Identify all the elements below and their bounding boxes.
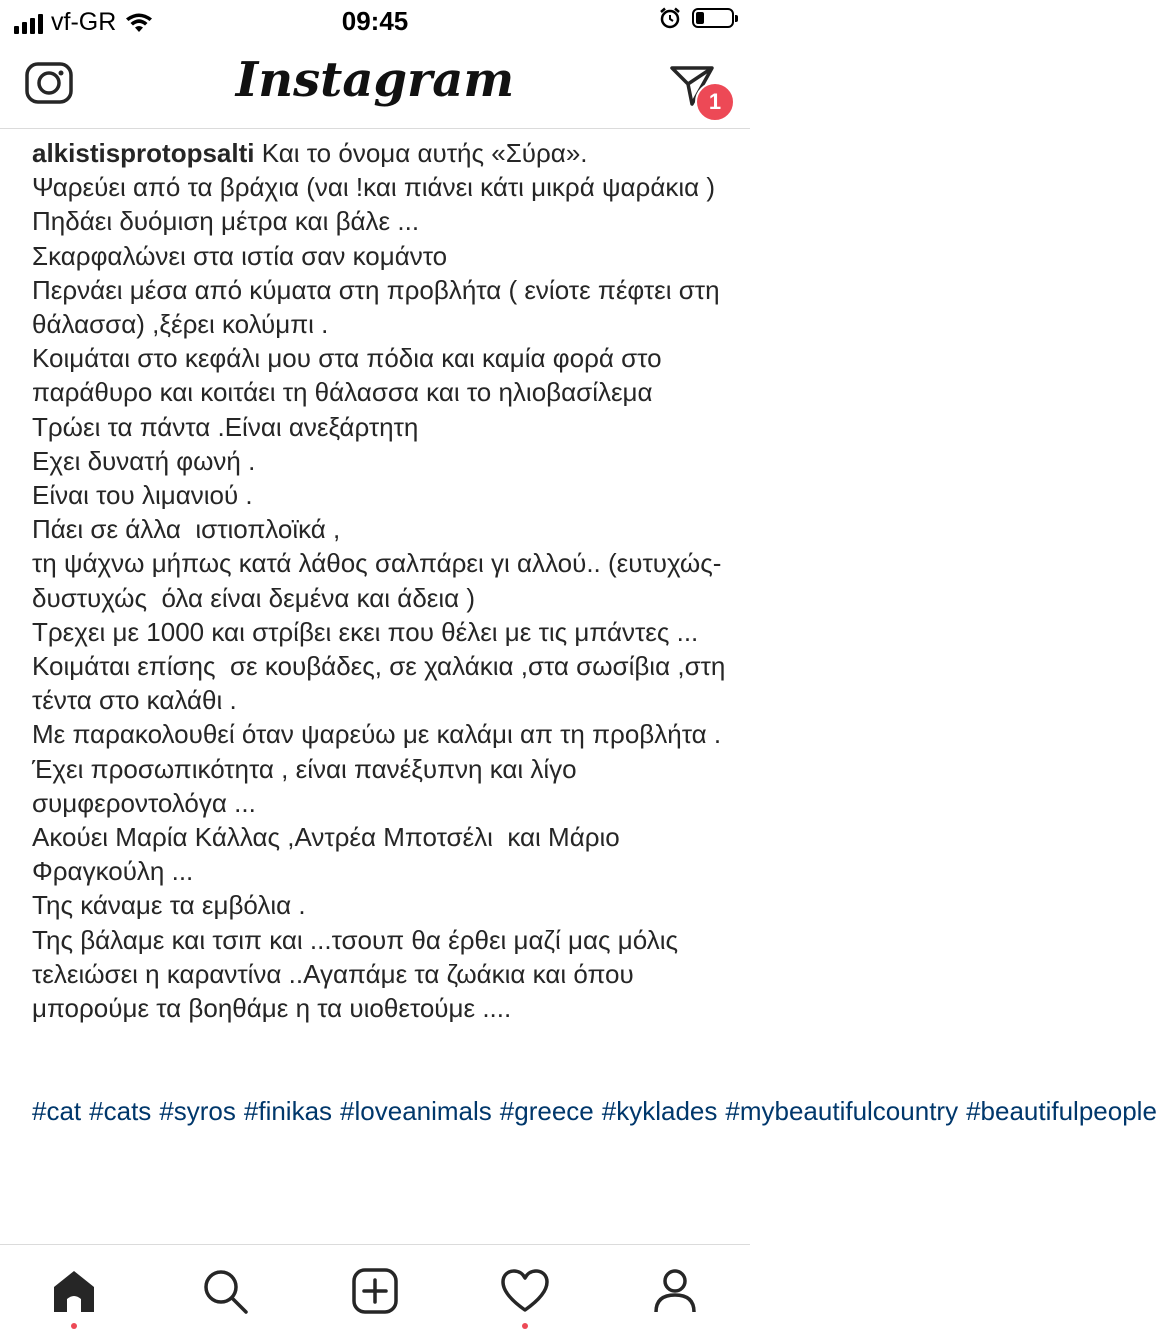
caption-line: τη ψάχνω μήπως κατά λάθος σαλπάρει γι αλλού.. (ευτυχώς-δυστυχώς όλα είναι δεμένα και άδεια ) bbox=[32, 548, 722, 613]
battery-level bbox=[696, 12, 704, 24]
add-post-icon bbox=[351, 1267, 399, 1315]
caption-line: Κοιμάται επίσης σε κουβάδες, σε χαλάκια ,στα σωσίβια ,στη τέντα στο καλάθι . bbox=[32, 651, 733, 716]
caption-first-line bbox=[32, 136, 732, 170]
caption-line: Εχει δυνατή φωνή . bbox=[32, 445, 256, 476]
tab-profile[interactable] bbox=[647, 1263, 703, 1319]
caption-line: Περνάει μέσα από κύματα στη προβλήτα ( ενίοτε πέφτει στη θάλασσα) ,ξέρει κολύμπι . bbox=[32, 274, 727, 340]
caption-line: Ακούει Μαρία Κάλλας ,Αντρέα Μποτσέλι και Μάριο Φραγκούλη ... bbox=[32, 822, 628, 887]
hashtag-link[interactable]: #finikas bbox=[243, 1095, 333, 1126]
search-icon bbox=[201, 1267, 249, 1315]
caption-line: Τρεχει με 1000 και στρίβει εκει που θέλει με τις μπάντες ... bbox=[32, 616, 699, 647]
caption-line: Της κάναμε τα εμβόλια . bbox=[32, 890, 306, 921]
direct-unread-badge: 1 bbox=[695, 82, 735, 122]
caption-line: Τρώει τα πάντα .Είναι ανεξάρτητη bbox=[32, 411, 419, 442]
caption-line: Της βάλαμε και τσιπ και ...τσουπ θα έρθει μαζί μας μόλις τελειώσει η καραντίνα ..Αγαπάμε τα ζωάκια και όπου μπορούμε τα βοηθάμε η τα υιοθετούμε .... bbox=[32, 924, 686, 1024]
caption-line: Σκαρφαλώνει στα ιστία σαν κομάντο bbox=[32, 240, 448, 271]
top-header bbox=[0, 40, 750, 129]
hashtag-link[interactable]: #kyklades bbox=[601, 1095, 718, 1126]
battery-icon bbox=[692, 8, 734, 28]
hashtag-link[interactable]: #beautifulpeople bbox=[966, 1095, 1157, 1126]
caption-line: Πηδάει δυόμιση μέτρα και βάλε ... bbox=[32, 206, 420, 237]
caption-line: Με παρακολουθεί όταν ψαρεύω με καλάμι απ τη προβλήτα . bbox=[32, 719, 722, 750]
caption-line: Και το όνομα αυτής «Σύρα». bbox=[254, 138, 588, 168]
post-username[interactable]: alkistisprotopsalti bbox=[32, 138, 255, 168]
tab-new-post[interactable] bbox=[347, 1263, 403, 1319]
post-caption bbox=[32, 136, 1157, 1244]
caption-line: Ψαρεύει από τα βράχια (ναι !και πιάνει κάτι μικρά ψαράκια ) bbox=[32, 172, 716, 203]
home-notification-dot bbox=[71, 1323, 77, 1329]
tab-activity[interactable] bbox=[497, 1263, 553, 1319]
hashtag-link[interactable]: #cat bbox=[32, 1095, 82, 1126]
heart-icon bbox=[500, 1268, 550, 1314]
carrier-name: vf-GR bbox=[51, 8, 117, 36]
caption-line: Πάει σε άλλα ιστιοπλοϊκά , bbox=[32, 514, 341, 545]
hashtag-list bbox=[32, 1025, 1157, 1162]
profile-icon bbox=[651, 1267, 699, 1315]
caption-line: Είναι του λιμανιού . bbox=[32, 480, 253, 511]
status-right bbox=[658, 6, 734, 30]
tab-home[interactable] bbox=[46, 1263, 102, 1319]
status-time: 09:45 bbox=[341, 6, 409, 36]
alarm-icon bbox=[658, 6, 682, 30]
hashtag-link[interactable]: #cats bbox=[89, 1095, 152, 1126]
instagram-logo: Instagram bbox=[235, 52, 515, 108]
hashtag-link[interactable]: #loveanimals bbox=[340, 1095, 492, 1126]
bottom-tab-bar bbox=[0, 1244, 750, 1335]
activity-notification-dot bbox=[522, 1323, 528, 1329]
hashtag-link[interactable]: #syros bbox=[159, 1095, 236, 1126]
home-icon bbox=[50, 1267, 98, 1315]
status-bar bbox=[0, 0, 750, 40]
hashtag-link[interactable]: #greece bbox=[499, 1095, 594, 1126]
caption-line: Κοιμάται στο κεφάλι μου στα πόδια και καμία φορά στο παράθυρο και κοιτάει τη θάλασσα και το ηλιοβασίλεμα bbox=[32, 343, 669, 408]
caption-line: Έχει προσωπικότητα , είναι πανέξυπνη και λίγο συμφεροντολόγα ... bbox=[32, 753, 584, 818]
hashtag-link[interactable]: #mybeautifulcountry bbox=[725, 1095, 959, 1126]
tab-search[interactable] bbox=[197, 1263, 253, 1319]
